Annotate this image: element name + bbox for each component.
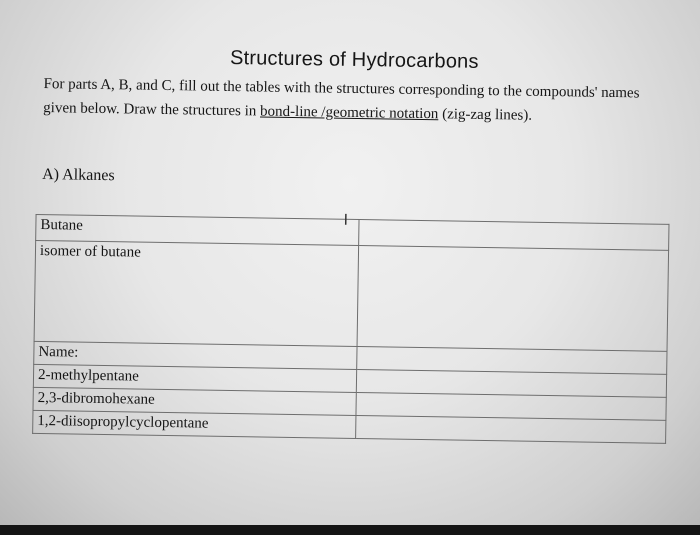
compound-name-cell[interactable]: isomer of butane xyxy=(34,240,359,346)
compound-name-cell[interactable]: 1,2-diisopropylcyclopentane xyxy=(33,410,356,438)
instructions-paragraph xyxy=(43,72,644,129)
instructions-text-1: For parts A, B, and C, fill out the tables with the structures corresponding to the compounds' names given below. Draw the structures in xyxy=(43,76,640,120)
text-cursor-icon: I xyxy=(343,210,349,229)
alkanes-table xyxy=(32,214,669,444)
compound-name-cell[interactable]: 2-methylpentane xyxy=(33,364,356,392)
instructions-text-2: (zig-zag lines). xyxy=(438,106,533,124)
compound-name-cell[interactable]: 2,3-dibromohexane xyxy=(33,387,356,415)
structure-cell[interactable] xyxy=(357,246,669,352)
compound-name-cell[interactable]: Name: xyxy=(34,341,357,369)
section-heading-alkanes: A) Alkanes xyxy=(42,166,115,185)
table-row xyxy=(34,240,669,351)
page-title: Structures of Hydrocarbons xyxy=(229,46,479,73)
structure-cell[interactable] xyxy=(356,416,666,444)
instructions-underlined-text: bond-line /geometric notation xyxy=(259,103,439,123)
compound-name-cell[interactable]: Butane xyxy=(36,214,359,245)
